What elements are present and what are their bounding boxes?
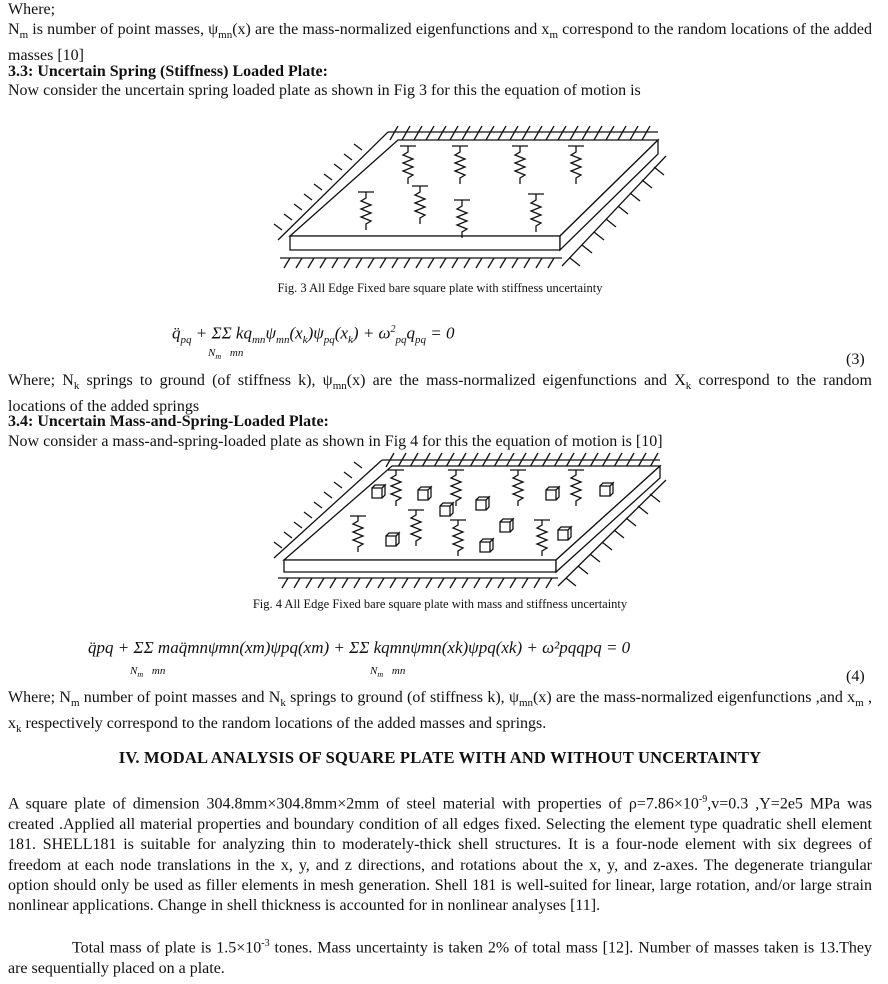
- text-run: N: [8, 21, 20, 38]
- equation-4-number: (4): [846, 668, 865, 685]
- eq-term: (x: [289, 323, 303, 343]
- text-run: springs to ground (of stiffness k), ψ: [285, 689, 519, 706]
- sum-limit-sub: m: [377, 670, 384, 680]
- section-title-iv: IV. MODAL ANALYSIS OF SQUARE PLATE WITH AND WITHOUT UNCERTAINTY: [118, 748, 762, 767]
- eq-sub: k: [348, 334, 353, 347]
- fixed-edge-top-hatch: [382, 453, 660, 467]
- section-intro-3-3: Now consider the uncertain spring loaded plate as shown in Fig 3 for this the equation of motion is: [8, 82, 641, 99]
- section-heading-3-3: 3.3: Uncertain Spring (Stiffness) Loaded Plate:: [8, 63, 328, 80]
- text-run: correspond to the random locations of the added springs: [8, 372, 873, 415]
- eq-term: ) + ω: [352, 323, 391, 343]
- sum-limit: N: [370, 665, 378, 677]
- subscript: k: [16, 722, 22, 735]
- eq-sub: pq: [180, 334, 192, 347]
- eq-sub: mn: [276, 334, 290, 347]
- sum-limit: mn: [151, 665, 166, 677]
- subscript: k: [280, 697, 286, 710]
- sum-limit: mn: [229, 347, 244, 359]
- paragraph-modal-analysis: [8, 790, 872, 917]
- sum-limit: mn: [391, 665, 406, 677]
- eq-sub: mn: [251, 334, 266, 347]
- eq-sub: pq: [395, 334, 407, 347]
- paragraph-total-mass: [8, 934, 872, 979]
- superscript: -9: [698, 794, 708, 805]
- sum-limit: N: [130, 665, 138, 677]
- sum-limit-sub: m: [137, 670, 144, 680]
- section-intro-3-4: Now consider a mass-and-spring-loaded plate as shown in Fig 4 for this the equation of motion is [10]: [8, 433, 663, 450]
- equation-4-sum-limits-b: [370, 662, 405, 685]
- figure-3-caption: Fig. 3 All Edge Fixed bare square plate with stiffness uncertainty: [277, 281, 603, 295]
- subscript: m: [549, 29, 558, 42]
- eq-sub: k: [302, 334, 308, 347]
- eq-term: (x: [334, 323, 349, 343]
- eq-term: = 0: [426, 323, 455, 343]
- subscript: k: [73, 380, 80, 393]
- text-run: (x) are the mass-normalized eigenfunctions and X: [346, 372, 686, 389]
- equation-3-sum-limits: [208, 344, 243, 367]
- eq-term: q: [406, 323, 416, 343]
- fixed-edge-bottom-hatch: [278, 578, 558, 588]
- eq-term: ψ: [265, 323, 276, 343]
- text-run: respectively correspond to the random locations of the added masses and springs.: [21, 714, 547, 732]
- equation-3-number: (3): [846, 351, 865, 368]
- eq-term: q̈: [172, 323, 181, 343]
- text-run: is number of point masses, ψ: [28, 21, 219, 38]
- equation-4: q̈pq + ΣΣ maq̈mnψmn(xm)ψpq(xm) + ΣΣ kqmnψmn(xk)ψpq(xk) + ω²pqqpq = 0: [88, 638, 631, 657]
- text-run: A square plate of dimension 304.8mm×304.8mm×2mm of steel material with properties of ρ=7.86×10: [8, 795, 699, 813]
- text-run: (x) are the mass-normalized eigenfunctions and x: [232, 21, 550, 38]
- text-run: tones. Mass uncertainty is taken 2% of total mass [12]. Number of masses taken is 13.They are sequentially placed on a plate.: [8, 939, 873, 977]
- where-label: [8, 0, 872, 20]
- text-run: Total mass of plate is 1.5×10: [72, 939, 262, 957]
- subscript: k: [685, 380, 692, 393]
- text-run: , x: [8, 689, 873, 732]
- sum-limit: N: [208, 347, 216, 359]
- text-run: Where; N: [8, 689, 71, 706]
- text-run: springs to ground (of stiffness k), ψ: [79, 372, 333, 389]
- paragraph-point-masses: [8, 20, 872, 65]
- eq-sub: pq: [323, 334, 335, 347]
- text-run: correspond to the random locations of the added masses [10]: [8, 21, 873, 64]
- figure-4-plate-masses-springs: [268, 450, 668, 590]
- text-run: ,v=0.3 ,Y=2e5 MPa was created .Applied all material properties and boundary condition of all edges fixed. Selecting the element type quadratic shell element 181. SHELL181 is suitable for analyzing thin to moderately-thick shell structures. It is a four-node element with six degrees of freedom at each node translations in the x, y, and z directions, and rotations about the x, y, and z-axes. The degenerate triangular option should only be used as filler elements in mesh generation. Shell 181 is well-suited for linear, large rotation, and/or large strain nonlinear applications. Change in shell thickness is accounted for in nonlinear analyses [11].: [8, 795, 872, 915]
- where-text: Where;: [8, 1, 56, 18]
- eq-term: + ΣΣ kq: [191, 323, 252, 343]
- paragraph-after-eq4: [8, 688, 872, 740]
- fixed-edge-bottom-hatch: [280, 258, 562, 268]
- fixed-edge-top-hatch: [388, 126, 658, 140]
- eq-term: )ψ: [307, 323, 324, 343]
- text-run: number of point masses and N: [79, 689, 281, 706]
- subscript: mn: [218, 29, 233, 42]
- text-run: (x) are the mass-normalized eigenfunctions ,and x: [533, 689, 856, 706]
- eq-sup: 2: [390, 324, 396, 335]
- eq-sub: pq: [415, 334, 427, 347]
- superscript: -3: [261, 938, 270, 949]
- subscript: m: [70, 697, 80, 710]
- subscript: mn: [332, 380, 347, 393]
- figure-4-caption: Fig. 4 All Edge Fixed bare square plate with mass and stiffness uncertainty: [252, 597, 628, 611]
- text-run: Where; N: [8, 372, 74, 389]
- subscript: m: [855, 697, 864, 710]
- subscript: mn: [518, 697, 534, 710]
- subscript: m: [19, 29, 29, 42]
- sum-limit-sub: m: [215, 352, 222, 362]
- equation-4-sum-limits-a: [130, 662, 165, 685]
- section-heading-3-4: 3.4: Uncertain Mass-and-Spring-Loaded Plate:: [8, 413, 329, 430]
- paragraph-after-eq3: [8, 371, 872, 416]
- figure-3-plate-springs: [270, 118, 670, 276]
